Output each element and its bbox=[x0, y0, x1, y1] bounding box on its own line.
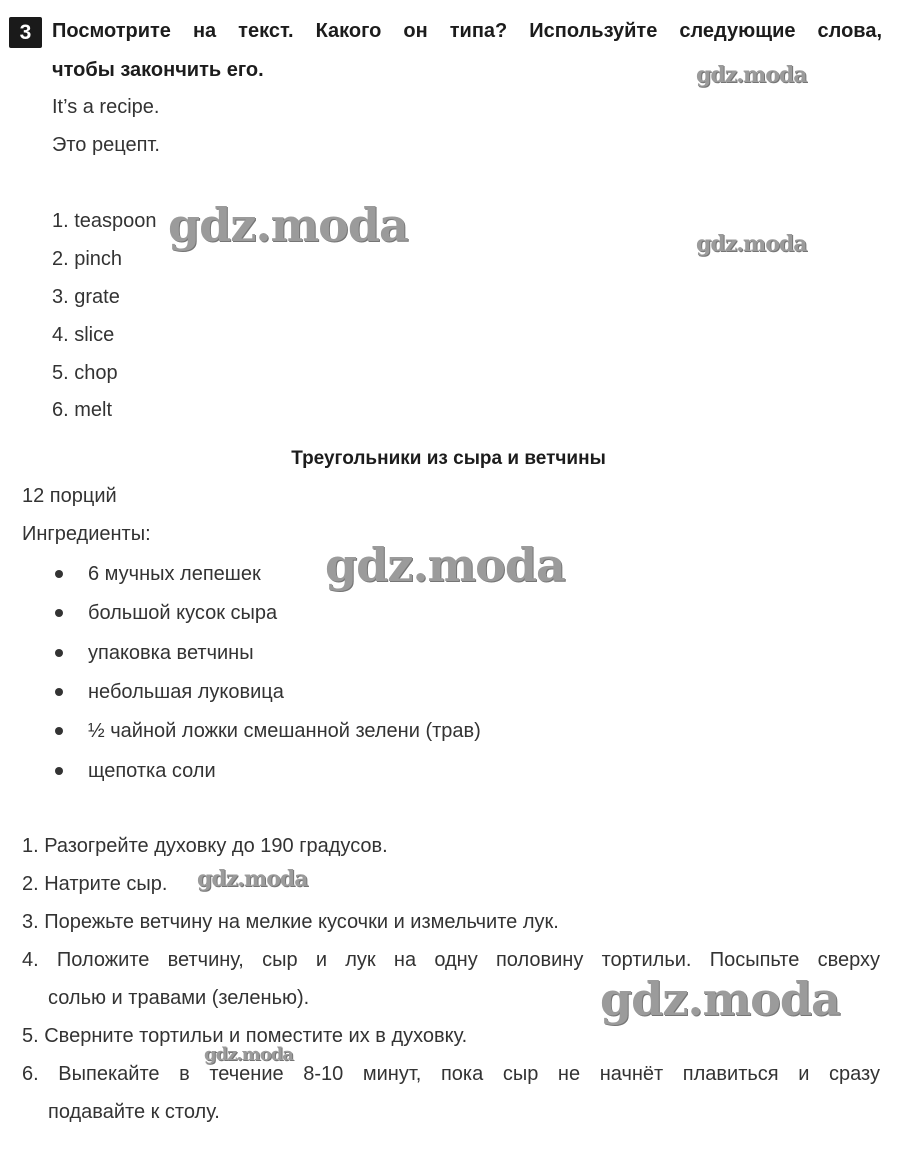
ingredient-item: ½ чайной ложки смешанной зелени (трав) bbox=[88, 720, 481, 742]
bullet-icon bbox=[55, 570, 63, 578]
recipe-step-continuation: подавайте к столу. bbox=[48, 1101, 220, 1123]
task-number-badge: 3 bbox=[9, 17, 42, 48]
answer-russian: Это рецепт. bbox=[52, 134, 160, 156]
word-item: 4. slice bbox=[52, 324, 115, 346]
ingredients-label: Ингредиенты: bbox=[22, 523, 151, 545]
recipe-title: Треугольники из сыра и ветчины bbox=[291, 448, 606, 469]
recipe-servings: 12 порций bbox=[22, 485, 117, 507]
watermark: gdz.moda bbox=[696, 62, 807, 88]
task-question-line-1: Посмотрите на текст. Какого он типа? Используйте следующие слова, bbox=[52, 20, 882, 42]
ingredient-item: 6 мучных лепешек bbox=[88, 563, 261, 585]
ingredient-item: небольшая луковица bbox=[88, 681, 284, 703]
watermark: gdz.moda bbox=[325, 538, 565, 592]
ingredient-item: упаковка ветчины bbox=[88, 642, 254, 664]
word-item: 1. teaspoon bbox=[52, 210, 157, 232]
word-item: 5. chop bbox=[52, 362, 118, 384]
recipe-step: 1. Разогрейте духовку до 190 градусов. bbox=[22, 835, 388, 857]
recipe-step: 5. Сверните тортильи и поместите их в духовку. bbox=[22, 1025, 468, 1047]
bullet-icon bbox=[55, 727, 63, 735]
ingredient-item: щепотка соли bbox=[88, 760, 216, 782]
watermark: gdz.moda bbox=[197, 866, 308, 892]
watermark: gdz.moda bbox=[600, 972, 840, 1026]
word-item: 2. pinch bbox=[52, 248, 123, 270]
bullet-icon bbox=[55, 649, 63, 657]
word-item: 3. grate bbox=[52, 286, 120, 308]
recipe-step: 2. Натрите сыр. bbox=[22, 873, 168, 895]
recipe-step: 3. Порежьте ветчину на мелкие кусочки и измельчите лук. bbox=[22, 911, 559, 933]
task-question-line-2: чтобы закончить его. bbox=[52, 59, 264, 81]
watermark: gdz.moda bbox=[168, 198, 408, 252]
ingredient-item: большой кусок сыра bbox=[88, 602, 278, 624]
word-item: 6. melt bbox=[52, 399, 113, 421]
bullet-icon bbox=[55, 688, 63, 696]
answer-english: It’s a recipe. bbox=[52, 96, 160, 118]
recipe-step: 4. Положите ветчину, сыр и лук на одну половину тортильи. Посыпьте сверху bbox=[22, 949, 880, 971]
recipe-step: 6. Выпекайте в течение 8-10 минут, пока сыр не начнёт плавиться и сразу bbox=[22, 1063, 880, 1085]
bullet-icon bbox=[55, 609, 63, 617]
bullet-icon bbox=[55, 767, 63, 775]
watermark: gdz.moda bbox=[696, 231, 807, 257]
recipe-step-continuation: солью и травами (зеленью). bbox=[48, 987, 310, 1009]
watermark: gdz.moda bbox=[204, 1044, 293, 1065]
